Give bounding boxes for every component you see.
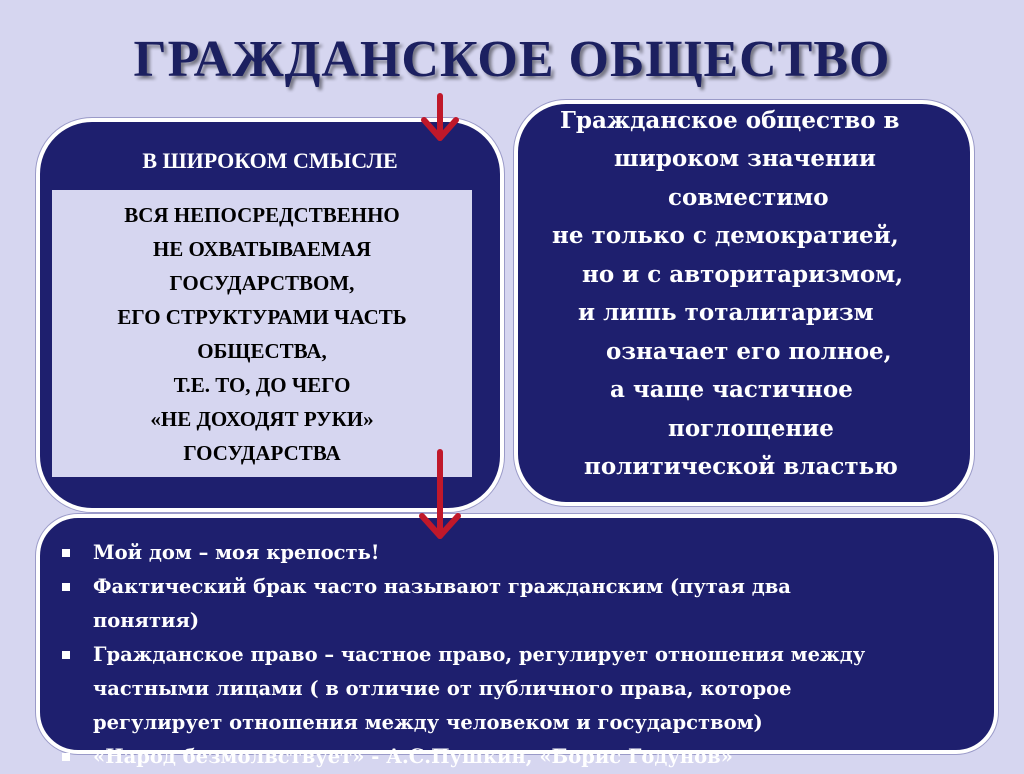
definition-line: Т.Е. ТО, ДО ЧЕГО [173,373,351,397]
compatibility-line: но и с авторитаризмом, [582,261,904,288]
broad-sense-heading: В ШИРОКОМ СМЫСЛЕ [142,148,398,173]
compatibility-line: и лишь тоталитаризм [578,299,874,326]
list-item-line: частными лицами ( в отличие от публичного права, которое [93,677,792,700]
down-arrow-icon [416,450,464,542]
bullet-square-icon [62,651,70,659]
list-item [40,638,994,740]
list-item-line: Гражданское право – частное право, регулирует отношения между [93,643,866,666]
down-arrow-icon [418,94,462,144]
page-title: ГРАЖДАНСКОЕ ОБЩЕСТВО [133,31,891,88]
definition-box [52,190,472,477]
compatibility-line: политической властью [584,453,898,480]
bullet-square-icon [62,583,70,591]
definition-line: «НЕ ДОХОДЯТ РУКИ» [150,407,374,431]
compatibility-line: широком значении [614,145,876,172]
bullet-square-icon [62,549,70,557]
compatibility-line: совместимо [668,184,829,211]
compatibility-line: не только с демократией, [552,222,899,249]
compatibility-line: означает его полное, [606,338,892,365]
definition-line: ВСЯ НЕПОСРЕДСТВЕННО [124,203,400,227]
list-item-line: регулирует отношения между человеком и государством) [93,711,763,734]
bullet-square-icon [62,753,70,761]
list-item [40,570,994,638]
compatibility-line: а чаще частичное [610,376,853,403]
definition-line: ГОСУДАРСТВА [183,441,341,465]
list-item-line: понятия) [93,609,200,632]
definition-line: ГОСУДАРСТВОМ, [169,271,355,295]
list-item [40,536,994,570]
examples-panel [36,514,998,768]
examples-list [40,536,994,774]
definition-line: НЕ ОХВАТЫВАЕМАЯ [152,237,372,261]
list-item-line: «Народ безмолвствует» - А.С.Пушкин, «Борис Годунов» [93,745,733,768]
list-item-line: Мой дом – моя крепость! [93,541,380,564]
compatibility-line: Гражданское общество в [560,107,900,134]
compatibility-panel [514,100,974,506]
definition-line: ЕГО СТРУКТУРАМИ ЧАСТЬ [117,305,407,329]
compatibility-line: поглощение [668,415,834,442]
list-item-line: Фактический брак часто называют гражданским (путая два [93,575,791,598]
list-item [40,740,994,774]
definition-line: ОБЩЕСТВА, [197,339,327,363]
